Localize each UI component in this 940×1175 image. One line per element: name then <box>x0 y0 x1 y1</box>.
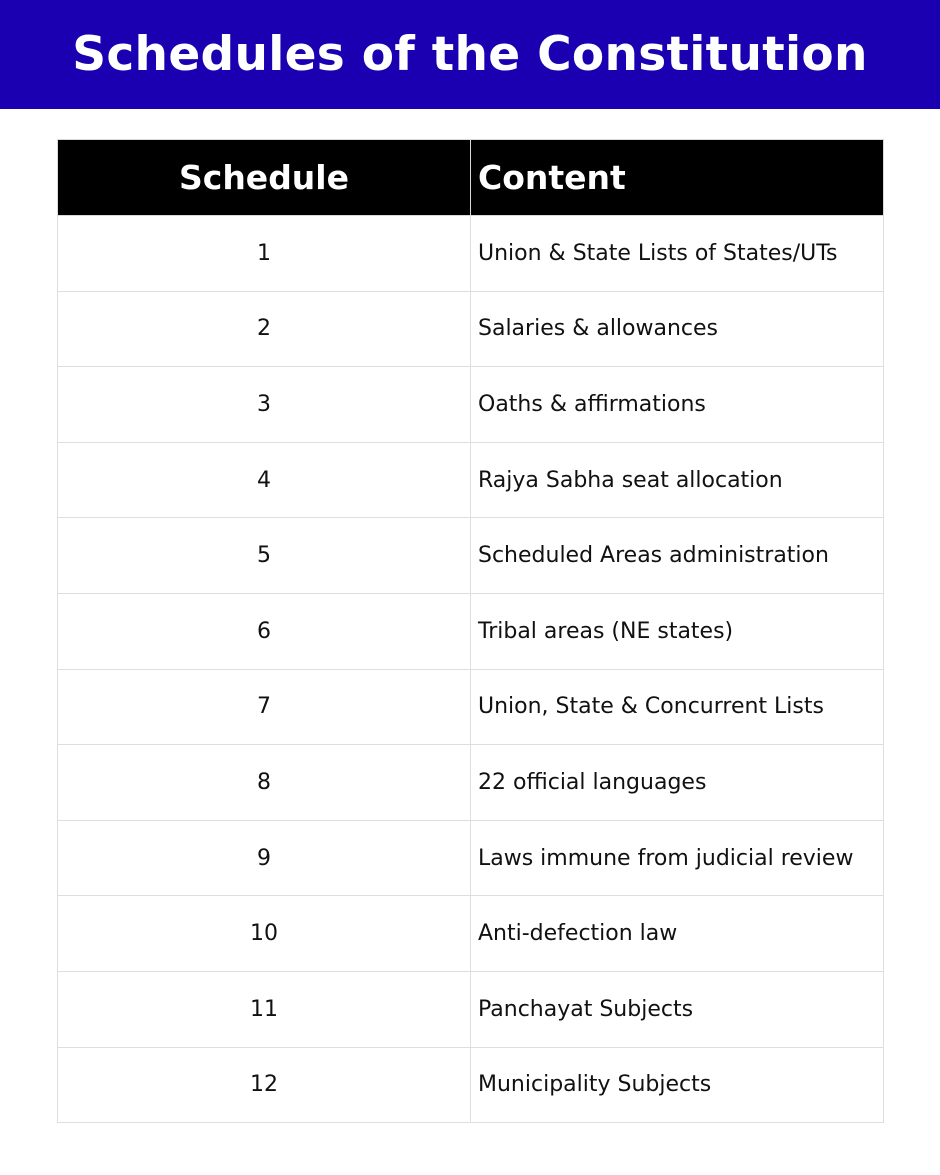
title-banner <box>0 0 940 109</box>
column-header-content: Content <box>471 140 884 216</box>
schedule-content: Scheduled Areas administration <box>471 518 884 594</box>
schedule-content: Salaries & allowances <box>471 291 884 367</box>
schedule-content: Union & State Lists of States/UTs <box>471 216 884 292</box>
schedule-content: Tribal areas (NE states) <box>471 593 884 669</box>
schedule-number: 4 <box>58 442 471 518</box>
schedule-number: 6 <box>58 593 471 669</box>
table-row <box>58 291 884 367</box>
schedule-number: 12 <box>58 1047 471 1123</box>
schedule-content: Oaths & affirmations <box>471 367 884 443</box>
table-row <box>58 669 884 745</box>
schedule-number: 3 <box>58 367 471 443</box>
schedule-number: 11 <box>58 971 471 1047</box>
table-row <box>58 971 884 1047</box>
table-row <box>58 442 884 518</box>
table-header-row <box>58 140 884 216</box>
schedule-number: 1 <box>58 216 471 292</box>
table-row <box>58 820 884 896</box>
table-row <box>58 896 884 972</box>
page-title: Schedules of the Constitution <box>72 27 868 82</box>
table-row <box>58 216 884 292</box>
schedule-content: 22 official languages <box>471 745 884 821</box>
schedule-number: 7 <box>58 669 471 745</box>
table-row <box>58 745 884 821</box>
schedule-number: 2 <box>58 291 471 367</box>
table-row <box>58 593 884 669</box>
schedule-content: Union, State & Concurrent Lists <box>471 669 884 745</box>
schedule-content: Anti-defection law <box>471 896 884 972</box>
schedule-number: 10 <box>58 896 471 972</box>
table-row <box>58 1047 884 1123</box>
table-row <box>58 367 884 443</box>
schedule-content: Laws immune from judicial review <box>471 820 884 896</box>
schedule-content: Rajya Sabha seat allocation <box>471 442 884 518</box>
schedule-content: Panchayat Subjects <box>471 971 884 1047</box>
column-header-schedule: Schedule <box>58 140 471 216</box>
schedule-number: 9 <box>58 820 471 896</box>
schedule-content: Municipality Subjects <box>471 1047 884 1123</box>
schedules-table <box>57 139 884 1123</box>
schedule-number: 8 <box>58 745 471 821</box>
schedule-number: 5 <box>58 518 471 594</box>
table-row <box>58 518 884 594</box>
